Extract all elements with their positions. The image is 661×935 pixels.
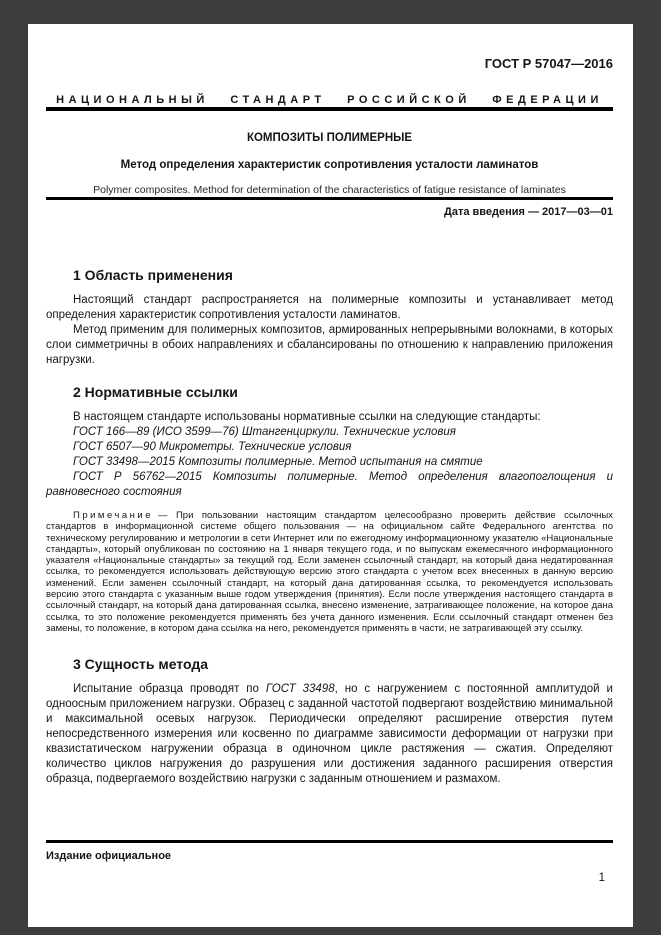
- references-intro: В настоящем стандарте использованы нормативные ссылки на следующие стандарты:: [73, 411, 541, 423]
- note-label: Примечание: [73, 510, 153, 521]
- reference-item-4: ГОСТ Р 56762—2015 Композиты полимерные. Метод определения влагопоглощения и равновесного состояния: [46, 471, 613, 498]
- references-note: [46, 510, 613, 634]
- document-title: КОМПОЗИТЫ ПОЛИМЕРНЫЕ: [246, 132, 413, 144]
- reference-item-1: ГОСТ 166—89 (ИСО 3599—76) Штангенциркули. Технические условия: [73, 426, 456, 438]
- document-subtitle-english: Polymer composites. Method for determination of the characteristics of fatigue resistance of laminates: [93, 184, 566, 196]
- date-rule: [46, 197, 613, 200]
- standard-code: ГОСТ Р 57047—2016: [484, 56, 613, 71]
- scope-paragraph-1: Настоящий стандарт распространяется на полимерные композиты и устанавливает метод определения характеристик сопротивления усталости ламинатов.: [46, 294, 613, 321]
- method-paragraph: [46, 682, 613, 787]
- section-1-heading: 1 Область применения: [73, 267, 233, 283]
- method-text-before: Испытание образца проводят по: [73, 683, 266, 696]
- document-subtitle: Метод определения характеристик сопротивления усталости ламинатов: [120, 159, 539, 171]
- page-number: 1: [598, 872, 605, 884]
- note-text: — При пользовании настоящим стандартом целесообразно проверить действие ссылочных стандартов в информационной системе общего пользования — на официальном сайте Федерального агентства по техническому регулированию и метрологии в сети Интернет или по ежегодному информационному указателю «Национальные стандарты», который опубликован по состоянию на 1 января текущего года, и по выпускам ежемесячного информационного указателя «Национальные стандарты» за текущий год. Если заменен ссылочный стандарт, на который дана недатированная ссылка, то рекомендуется использовать действующую версию этого стандарта с учетом всех внесенных в данную версию изменений. Если заменен ссылочный стандарт, на который дана датированная ссылка, то рекомендуется использовать версию этого стандарта с указанным выше годом утверждения (принятия). Если после утверждения настоящего стандарта в ссылочный стандарт, на который дана датированная ссылка, внесено изменение, затрагивающее положение, на которое дана ссылка, то это положение рекомендуется применять без учета данного изменения. Если ссылочный стандарт отменен без замены, то положение, в котором дана ссылка на него, рекомендуется применять в части, не затрагивающей эту ссылку.: [46, 510, 613, 634]
- section-2-heading: 2 Нормативные ссылки: [73, 384, 238, 400]
- header-rule: [46, 107, 613, 111]
- method-text-after: , но с нагружением с постоянной амплитудой и одноосным приложением нагрузки. Образец с заданной частотой подвергают воздействию минимальной и максимальной осевых нагрузок. Периодически определяют расширение отверстия путем непосредственного измерения или косвенно по диаграмме зависимости деформации от нагрузки при квазистатическом нагружении образца в одиночном цикле растяжения — сжатия. Определяют количество циклов нагружения до разрушения или достижения заданного расширения отверстия образца, подвергаемого воздействию нагрузки с заданным отношением и размахом.: [46, 683, 613, 786]
- effective-date: Дата введения — 2017—03—01: [444, 206, 613, 218]
- method-gost-reference: ГОСТ 33498: [265, 683, 335, 696]
- page-footer: [46, 840, 613, 885]
- document-page: [28, 24, 633, 927]
- scope-paragraph-2: Метод применим для полимерных композитов, армированных непрерывными волокнами, в которых слои симметричны в обоих направлениях и сбалансированы по отношению к направлению приложения нагрузки.: [46, 324, 613, 366]
- reference-item-2: ГОСТ 6507—90 Микрометры. Технические условия: [73, 441, 352, 453]
- edition-label: Издание официальное: [46, 850, 172, 862]
- reference-item-3: ГОСТ 33498—2015 Композиты полимерные. Метод испытания на смятие: [73, 456, 483, 468]
- footer-rule: [46, 840, 613, 843]
- national-standard-banner: НАЦИОНАЛЬНЫЙ СТАНДАРТ РОССИЙСКОЙ ФЕДЕРАЦИИ: [56, 94, 603, 106]
- section-3-heading: 3 Сущность метода: [73, 656, 209, 673]
